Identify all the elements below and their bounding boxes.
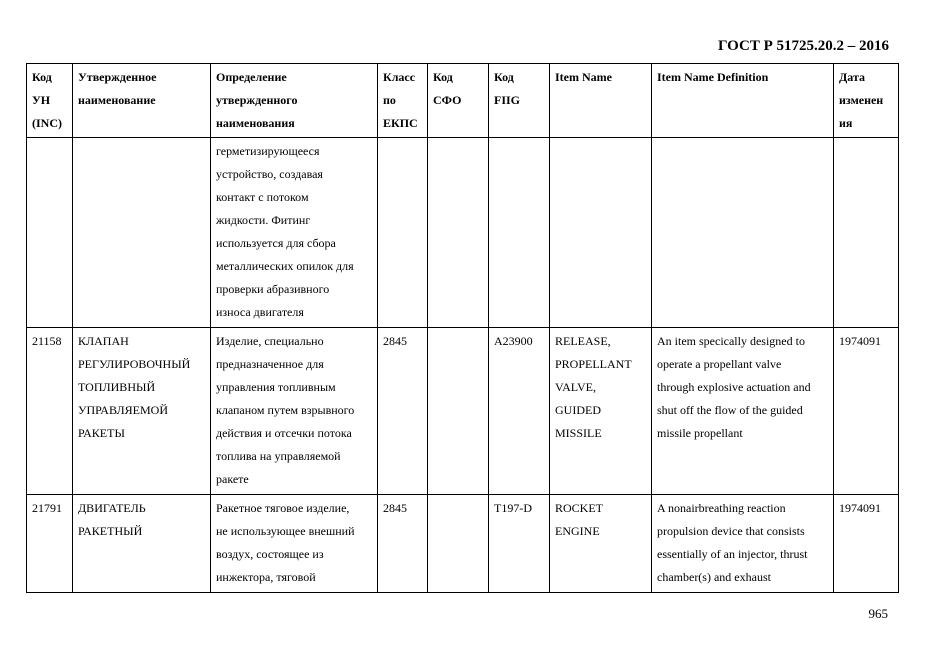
classification-table (26, 63, 899, 593)
cell-approved-name (73, 138, 211, 328)
table-header-row (27, 64, 899, 138)
column-header-fiig-code: Код FIIG (489, 64, 550, 138)
table-row (27, 328, 899, 495)
cell-sfo-code (428, 495, 489, 593)
cell-ekps-class (378, 138, 428, 328)
cell-approved-name: КЛАПАН РЕГУЛИРОВОЧНЫЙ ТОПЛИВНЫЙ УПРАВЛЯЕМОЙ РАКЕТЫ (73, 328, 211, 495)
table-row (27, 495, 899, 593)
column-header-item-name-definition: Item Name Definition (652, 64, 834, 138)
column-header-item-name: Item Name (550, 64, 652, 138)
cell-change-date: 1974091 (834, 328, 899, 495)
cell-sfo-code (428, 138, 489, 328)
cell-inc (27, 138, 73, 328)
cell-fiig-code: A23900 (489, 328, 550, 495)
document-standard-header: ГОСТ Р 51725.20.2 – 2016 (717, 38, 889, 54)
cell-inc: 21791 (27, 495, 73, 593)
column-header-sfo-code: Код СФО (428, 64, 489, 138)
cell-change-date (834, 138, 899, 328)
column-header-approved-name: Утвержденное наименование (73, 64, 211, 138)
cell-fiig-code (489, 138, 550, 328)
cell-ekps-class: 2845 (378, 328, 428, 495)
cell-ekps-class: 2845 (378, 495, 428, 593)
cell-item-name: RELEASE, PROPELLANT VALVE, GUIDED MISSILE (550, 328, 652, 495)
cell-change-date: 1974091 (834, 495, 899, 593)
cell-sfo-code (428, 328, 489, 495)
table-row (27, 138, 899, 328)
cell-definition: Ракетное тяговое изделие, не использующее внешний воздух, состоящее из инжектора, тяговой (211, 495, 378, 593)
page-number: 965 (868, 606, 888, 621)
cell-item-name-definition: An item specically designed to operate a propellant valve through explosive actuation and shut off the flow of the guided missile propellant (652, 328, 834, 495)
cell-item-name-definition: A nonairbreathing reaction propulsion device that consists essentially of an injector, thrust chamber(s) and exhaust (652, 495, 834, 593)
cell-approved-name: ДВИГАТЕЛЬ РАКЕТНЫЙ (73, 495, 211, 593)
cell-inc: 21158 (27, 328, 73, 495)
cell-item-name-definition (652, 138, 834, 328)
cell-definition: герметизирующееся устройство, создавая контакт с потоком жидкости. Фитинг используется для сбора металлических опилок для проверки абразивного износа двигателя (211, 138, 378, 328)
cell-item-name (550, 138, 652, 328)
column-header-definition: Определение утвержденного наименования (211, 64, 378, 138)
column-header-inc: Код УН (INC) (27, 64, 73, 138)
column-header-ekps-class: Класс по ЕКПС (378, 64, 428, 138)
cell-fiig-code: T197-D (489, 495, 550, 593)
cell-item-name: ROCKET ENGINE (550, 495, 652, 593)
cell-definition: Изделие, специально предназначенное для управления топливным клапаном путем взрывного действия и отсечки потока топлива на управляемой ракете (211, 328, 378, 495)
column-header-change-date: Дата изменен ия (834, 64, 899, 138)
